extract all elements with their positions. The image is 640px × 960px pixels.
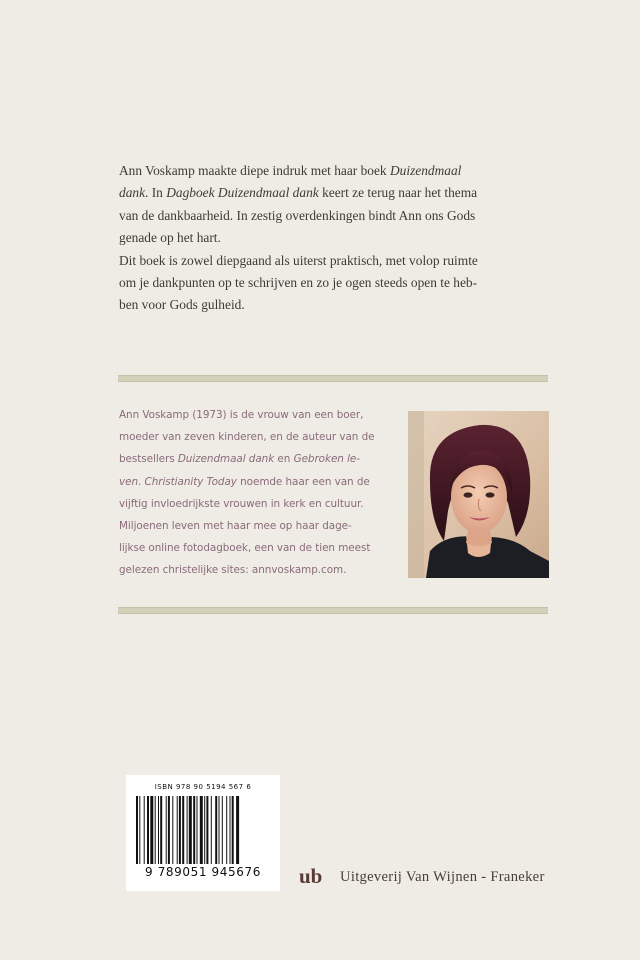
barcode-bar — [204, 796, 205, 864]
blurb-text: . In — [145, 185, 167, 201]
book-title: Duizendmaal dank — [177, 453, 275, 466]
isbn-barcode — [126, 775, 280, 891]
publisher-logo-text: ub — [299, 866, 323, 888]
divider-bottom — [118, 607, 548, 614]
book-title: Dagboek Duizendmaal dank — [166, 185, 319, 201]
ean-digits: 9 789051 945676 — [145, 865, 261, 879]
barcode-bar — [197, 796, 198, 864]
blurb-text: Ann Voskamp maakte diepe indruk met haar boek — [119, 163, 390, 178]
blurb-text: ben voor Gods gulheid. — [119, 297, 245, 313]
barcode-bar — [168, 796, 170, 864]
barcode-bar — [215, 796, 217, 864]
book-title: ven — [119, 475, 138, 488]
isbn-label: ISBN 978 90 5194 567 6 — [154, 783, 252, 791]
barcode-bar — [206, 796, 208, 864]
barcode-bar — [160, 796, 162, 864]
bio-text: bestsellers — [119, 453, 178, 466]
barcode-bar — [187, 796, 188, 864]
publisher-name: Uitgeverij Van Wijnen - Franeker — [340, 869, 545, 885]
divider-top — [118, 375, 548, 382]
bio-line: gelezen christelijke sites: annvoskamp.com. — [119, 564, 347, 577]
barcode-bar — [177, 796, 178, 864]
blurb-text: om je dankpunten op te schrijven en zo je ogen steeds open te heb- — [119, 275, 478, 291]
barcode-bar — [139, 796, 140, 864]
bio-line: moeder van zeven kinderen, en de auteur van de — [119, 431, 375, 444]
barcode-bar — [232, 796, 234, 864]
magazine-title: Christianity Today — [144, 475, 237, 488]
blurb-paragraph-1 — [119, 160, 549, 250]
bio-line: Ann Voskamp (1973) is de vrouw van een boer, — [119, 409, 364, 421]
book-title: dank — [119, 185, 146, 201]
barcode-bar — [179, 796, 181, 864]
barcode-bars — [136, 796, 270, 864]
blurb-text: keert ze terug naar het thema — [318, 185, 478, 201]
barcode-bar — [236, 796, 239, 864]
barcode-bar — [189, 796, 192, 864]
bio-text: en — [274, 453, 294, 466]
barcode-bar — [222, 796, 223, 864]
barcode-bar — [147, 796, 149, 864]
blurb-paragraph-2 — [119, 250, 549, 317]
barcode-bar — [200, 796, 203, 864]
barcode-bar — [211, 796, 212, 864]
barcode-bar — [155, 796, 156, 864]
barcode-bar — [144, 796, 145, 864]
barcode-bar — [230, 796, 231, 864]
bio-line: vijftig invloedrijkste vrouwen in kerk en cultuur. — [119, 497, 364, 510]
publisher-logo-icon — [298, 866, 332, 888]
blurb-text: Dit boek is zowel diepgaand als uiterst praktisch, met volop ruimte — [119, 252, 478, 268]
blurb-text: van de dankbaarheid. In zestig overdenkingen bindt Ann ons Gods — [119, 207, 476, 223]
barcode-bar — [166, 796, 167, 864]
book-title: Duizendmaal — [389, 163, 462, 178]
barcode-bar — [150, 796, 153, 864]
bio-line: Miljoenen leven met haar mee op haar dage- — [119, 520, 352, 533]
barcode-bar — [182, 796, 184, 864]
book-blurb — [119, 160, 549, 317]
author-photo — [408, 411, 549, 578]
bio-text: . — [137, 475, 145, 488]
barcode-bar — [158, 796, 159, 864]
bio-text: noemde haar een van de — [236, 475, 370, 488]
barcode-bar — [226, 796, 227, 864]
barcode-bar — [172, 796, 173, 864]
barcode-bar — [136, 796, 138, 864]
barcode-bar — [219, 796, 220, 864]
barcode-bar — [193, 796, 195, 864]
author-bio — [119, 404, 409, 582]
blurb-text: genade op het hart. — [119, 230, 221, 246]
bio-line: lijkse online fotodagboek, een van de tien meest — [119, 542, 371, 555]
book-title: Gebroken le- — [293, 453, 360, 466]
